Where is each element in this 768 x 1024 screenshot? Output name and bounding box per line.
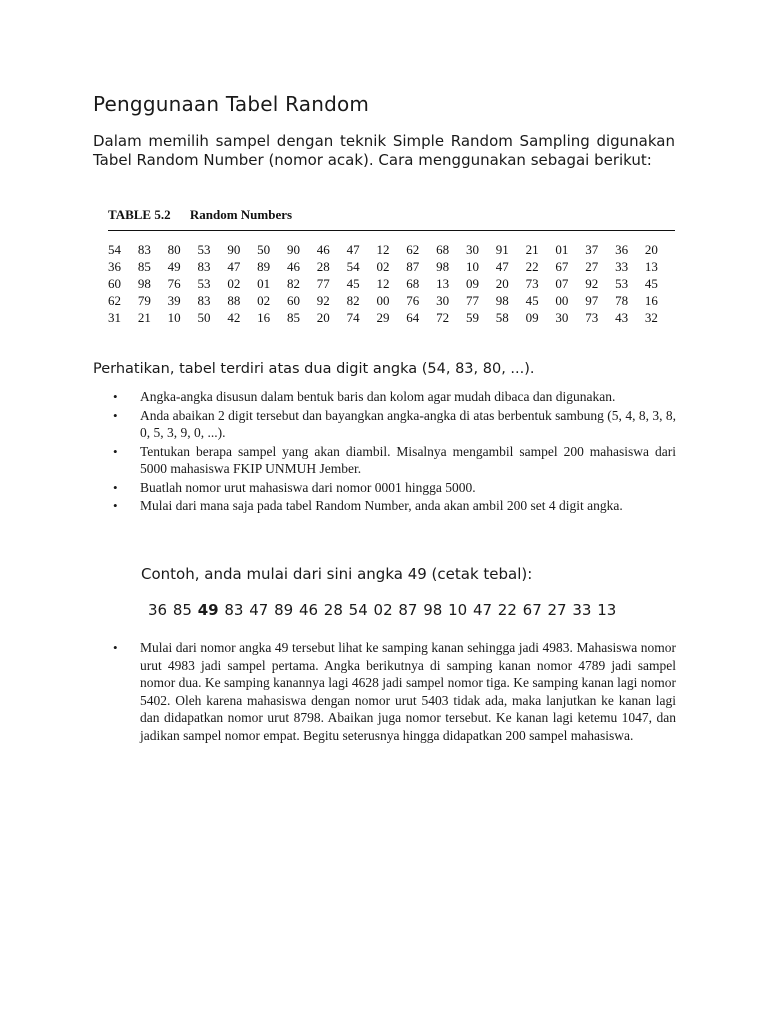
table-cell: 21 — [137, 309, 151, 325]
observation-text: Perhatikan, tabel terdiri atas dua digit angka (54, 83, 80, ...). — [93, 361, 535, 377]
table-cell: 16 — [257, 309, 271, 325]
list-item-text: Mulai dari nomor angka 49 tersebut lihat ke samping kanan sehingga jadi 4983. Mahasiswa nomor urut 4983 jadi sampel pertama. Angka berikutnya di samping kanan nomor 4789 jadi sampel nomor dua. Ke samping kanannya lagi 4628 jadi sampel nomor tiga. Ke samping kanan lagi nomor 5402. Oleh karena mahasiswa dengan nomor urut 5403 tidak ada, maka lanjutkan ke kanan lagi dan didapatkan nomor urut 8798. Abaikan juga nomor tersebut. Ke kanan lagi ketemu 1047, dan jadikan sampel nomor empat. Begitu seterusnya hingga didapatkan 200 sampel mahasiswa. — [140, 640, 676, 743]
table-cell: 62 — [108, 292, 121, 308]
table-cell: 30 — [555, 309, 569, 325]
table-cell: 92 — [585, 275, 599, 291]
explanation-list — [113, 639, 676, 745]
table-cell: 20 — [644, 241, 658, 257]
table-cell: 12 — [376, 275, 390, 291]
list-item-text: Angka-angka disusun dalam bentuk baris dan kolom agar mudah dibaca dan digunakan. — [140, 389, 616, 404]
table-cell: 10 — [167, 309, 181, 325]
instruction-list — [113, 388, 676, 516]
table-cell: 72 — [436, 309, 450, 325]
page-title: Penggunaan Tabel Random — [93, 92, 370, 116]
table-cell: 27 — [585, 258, 599, 274]
table-row — [108, 275, 675, 292]
table-cell: 67 — [555, 258, 569, 274]
table-cell: 02 — [227, 275, 241, 291]
table-cell: 79 — [137, 292, 151, 308]
table-cell: 88 — [227, 292, 241, 308]
table-cell: 68 — [406, 275, 420, 291]
table-cell: 50 — [257, 241, 271, 257]
table-cell: 58 — [495, 309, 509, 325]
table-cell: 20 — [495, 275, 509, 291]
table-divider — [108, 230, 675, 231]
table-caption-title: Random Numbers — [189, 207, 293, 222]
table-cell: 00 — [376, 292, 390, 308]
table-cell: 12 — [376, 241, 390, 257]
table-row — [108, 241, 675, 258]
table-cell: 10 — [465, 258, 479, 274]
table-cell: 83 — [197, 258, 211, 274]
table-cell: 39 — [167, 292, 181, 308]
table-cell: 02 — [376, 258, 390, 274]
table-cell: 42 — [227, 309, 241, 325]
table-cell: 31 — [108, 309, 121, 325]
list-item — [113, 497, 676, 515]
bullet-icon: • — [113, 640, 118, 655]
table-row — [108, 258, 675, 275]
example-seq-after: 83 47 89 46 28 54 02 87 98 10 47 22 67 27 33 13 — [224, 601, 617, 619]
table-cell: 49 — [167, 258, 181, 274]
table-cell: 00 — [555, 292, 569, 308]
table-cell: 76 — [167, 275, 181, 291]
table-cell: 82 — [346, 292, 360, 308]
table-cell: 77 — [465, 292, 479, 308]
table-cell: 89 — [257, 258, 271, 274]
table-cell: 53 — [197, 241, 211, 257]
bullet-icon: • — [113, 389, 118, 404]
table-cell: 02 — [257, 292, 271, 308]
list-item — [113, 407, 676, 442]
table-cell: 16 — [644, 292, 658, 308]
table-cell: 22 — [525, 258, 539, 274]
table-cell: 82 — [286, 275, 300, 291]
list-item-text: Buatlah nomor urut mahasiswa dari nomor 0001 hingga 5000. — [140, 479, 476, 495]
table-cell: 73 — [585, 309, 599, 325]
example-label: Contoh, anda mulai dari sini angka 49 (cetak tebal): — [141, 565, 533, 583]
bullet-icon: • — [113, 407, 118, 423]
table-cell: 47 — [227, 258, 241, 274]
table-cell: 53 — [197, 275, 211, 291]
table-cell: 60 — [286, 292, 300, 308]
table-cell: 83 — [137, 241, 151, 257]
list-item — [113, 443, 676, 478]
table-cell: 01 — [555, 241, 569, 257]
example-sequence — [148, 601, 616, 619]
table-cell: 91 — [495, 241, 509, 257]
example-seq-highlight: 49 — [197, 601, 219, 619]
table-row — [108, 309, 675, 326]
table-cell: 50 — [197, 309, 211, 325]
table-cell: 45 — [644, 275, 658, 291]
table-cell: 76 — [406, 292, 420, 308]
table-cell: 43 — [615, 309, 629, 325]
table-cell: 80 — [167, 241, 181, 257]
table-cell: 36 — [108, 258, 121, 274]
table-cell: 98 — [436, 258, 450, 274]
table-cell: 47 — [346, 241, 360, 257]
table-cell: 83 — [197, 292, 211, 308]
example-seq-before: 36 85 — [148, 601, 192, 619]
list-item — [113, 639, 676, 744]
table-cell: 68 — [436, 241, 450, 257]
table-cell: 28 — [316, 258, 330, 274]
table-cell: 98 — [495, 292, 509, 308]
list-item-text: Mulai dari mana saja pada tabel Random Number, anda akan ambil 200 set 4 digit angka. — [140, 498, 623, 513]
table-cell: 36 — [615, 241, 629, 257]
table-cell: 45 — [525, 292, 539, 308]
table-cell: 90 — [227, 241, 241, 257]
table-cell: 78 — [615, 292, 629, 308]
table-cell: 92 — [316, 292, 330, 308]
table-cell: 13 — [436, 275, 450, 291]
table-cell: 30 — [465, 241, 479, 257]
table-cell: 13 — [644, 258, 658, 274]
random-number-table — [108, 241, 675, 326]
table-cell: 30 — [436, 292, 450, 308]
table-cell: 54 — [346, 258, 360, 274]
table-cell: 98 — [137, 275, 151, 291]
table-caption — [108, 207, 292, 223]
table-cell: 62 — [406, 241, 420, 257]
table-cell: 33 — [615, 258, 629, 274]
table-cell: 74 — [346, 309, 360, 325]
table-cell: 73 — [525, 275, 539, 291]
table-cell: 09 — [525, 309, 539, 325]
table-cell: 45 — [346, 275, 360, 291]
table-cell: 29 — [376, 309, 390, 325]
table-cell: 47 — [495, 258, 509, 274]
bullet-icon: • — [113, 498, 118, 513]
table-cell: 46 — [316, 241, 330, 257]
table-cell: 60 — [108, 275, 121, 291]
table-cell: 59 — [465, 309, 479, 325]
list-item-text: Anda abaikan 2 digit tersebut dan bayangkan angka-angka di atas berbentuk sambung (5, 4, 8, 3, 8, 0, 5, 3, 9, 0, ...). — [140, 407, 676, 440]
table-cell: 32 — [644, 309, 658, 325]
table-cell: 07 — [555, 275, 569, 291]
intro-paragraph: Dalam memilih sampel dengan teknik Simple Random Sampling digunakan Tabel Random Number (nomor acak). Cara menggunakan sebagai berikut: — [93, 132, 675, 169]
table-cell: 01 — [257, 275, 271, 291]
table-cell: 53 — [615, 275, 629, 291]
table-cell: 20 — [316, 309, 330, 325]
list-item — [113, 479, 676, 497]
table-cell: 85 — [286, 309, 300, 325]
table-cell: 64 — [406, 309, 420, 325]
table-cell: 85 — [137, 258, 151, 274]
table-cell: 46 — [286, 258, 300, 274]
table-row — [108, 292, 675, 309]
table-cell: 09 — [465, 275, 479, 291]
table-cell: 54 — [108, 241, 121, 257]
list-item-text: Tentukan berapa sampel yang akan diambil. Misalnya mengambil sampel 200 mahasiswa dari 5000 mahasiswa FKIP UNMUH Jember. — [140, 443, 676, 476]
table-cell: 21 — [525, 241, 539, 257]
table-caption-number: TABLE 5.2 — [108, 207, 171, 222]
table-cell: 90 — [286, 241, 300, 257]
bullet-icon: • — [113, 479, 118, 495]
table-cell: 97 — [585, 292, 599, 308]
table-cell: 87 — [406, 258, 420, 274]
list-item — [113, 388, 676, 406]
bullet-icon: • — [113, 443, 118, 459]
table-cell: 77 — [316, 275, 330, 291]
table-cell: 37 — [585, 241, 599, 257]
